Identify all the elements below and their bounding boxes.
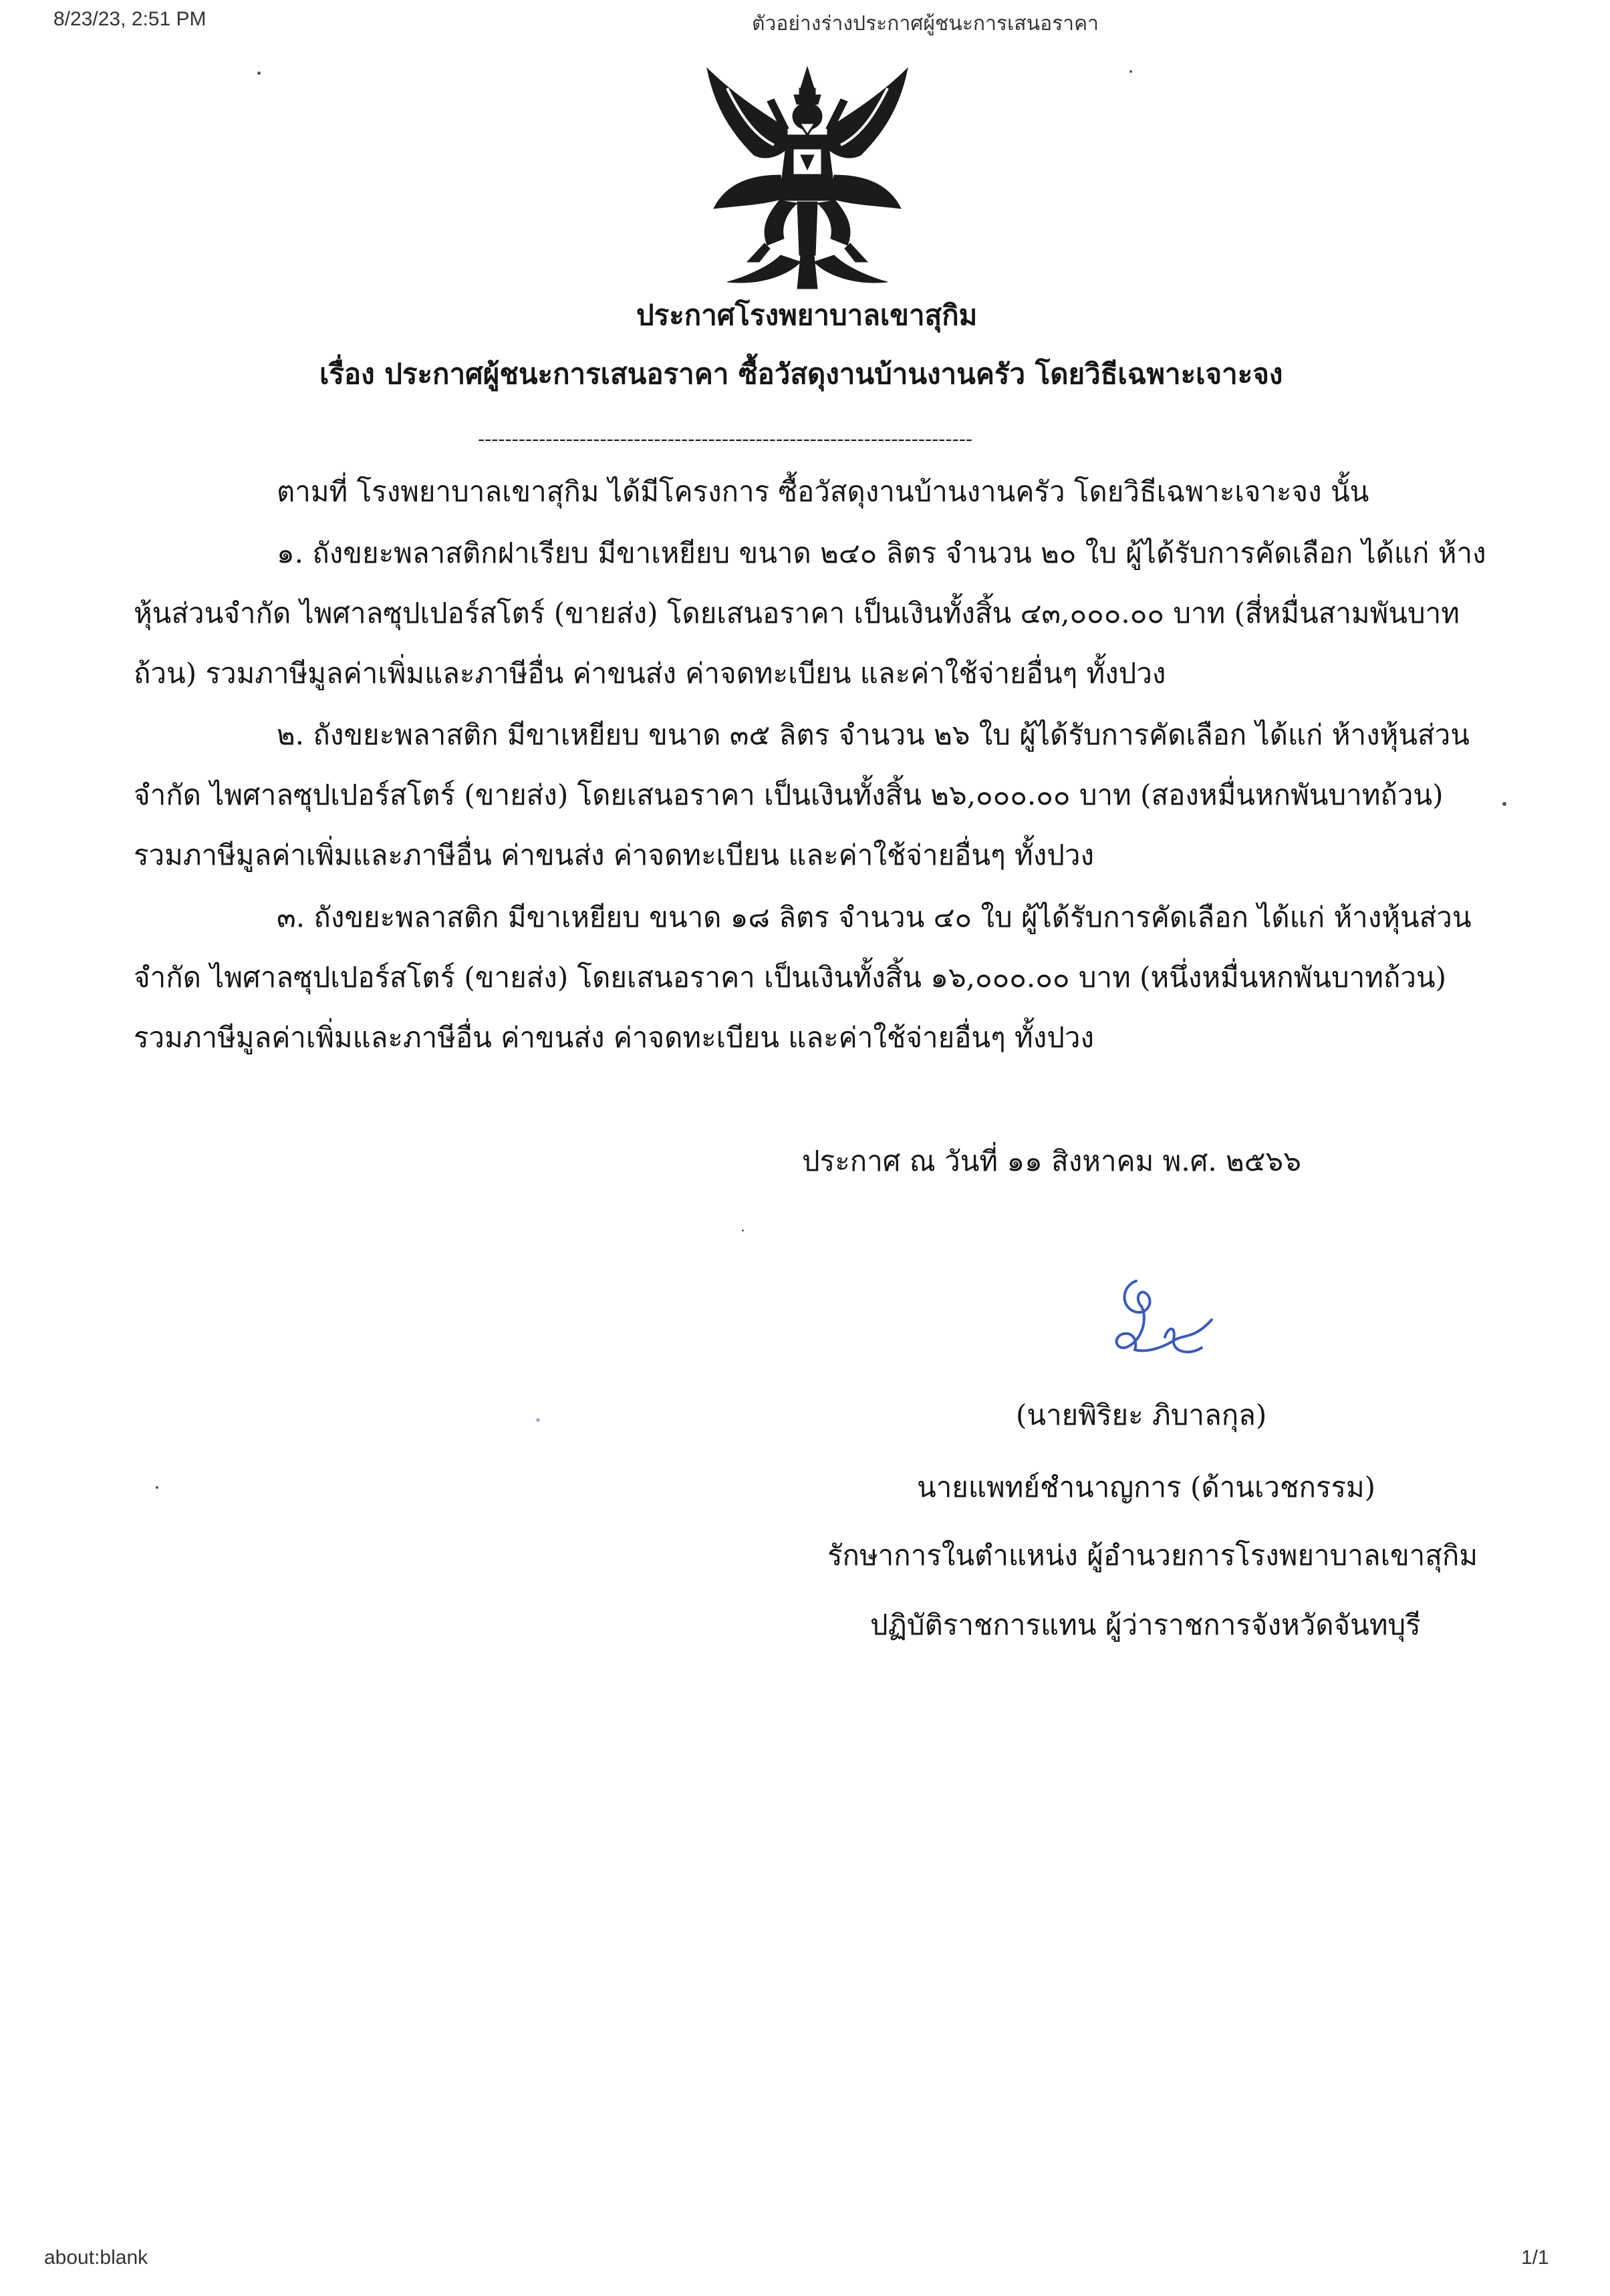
print-page-number: 1/1 <box>1521 2247 1549 2269</box>
scan-speck <box>257 71 261 75</box>
signatory-on-behalf: ปฏิบัติราชการแทน ผู้ว่าราชการจังหวัดจันทบุรี <box>870 1608 1421 1641</box>
item3-line2: จำกัด ไพศาลซุปเปอร์สโตร์ (ขายส่ง) โดยเสนอราคา เป็นเงินทั้งสิ้น ๑๖,๐๐๐.๐๐ บาท (หนึ่งหมื่นหกพันบาทถ้วน) <box>134 961 1447 994</box>
scan-speck <box>156 1486 158 1489</box>
scan-speck <box>1129 70 1132 73</box>
item2-line3: รวมภาษีมูลค่าเพิ่มและภาษีอื่น ค่าขนส่ง ค่าจดทะเบียน และค่าใช้จ่ายอื่นๆ ทั้งปวง <box>134 839 1094 871</box>
item3-line1: ๓. ถังขยะพลาสติก มีขาเหยียบ ขนาด ๑๘ ลิตร จำนวน ๔๐ ใบ ผู้ได้รับการคัดเลือก ได้แก่ ห้างหุ้นส่วน <box>277 901 1472 934</box>
print-url: about:blank <box>44 2247 148 2269</box>
print-document-title: ตัวอย่างร่างประกาศผู้ชนะการเสนอราคา <box>752 13 1099 35</box>
scan-speck <box>742 1230 744 1232</box>
announcement-title: ประกาศโรงพยาบาลเขาสุกิม <box>636 299 978 331</box>
separator-line: ------------------------------------------------------------------------- <box>478 428 972 451</box>
signatory-name: (นายพิริยะ ภิบาลกุล) <box>1016 1399 1267 1431</box>
handwritten-signature-icon <box>1101 1273 1222 1380</box>
announcement-date: ประกาศ ณ วันที่ ๑๑ สิงหาคม พ.ศ. ๒๕๖๖ <box>802 1145 1301 1177</box>
item2-line2: จำกัด ไพศาลซุปเปอร์สโตร์ (ขายส่ง) โดยเสนอราคา เป็นเงินทั้งสิ้น ๒๖,๐๐๐.๐๐ บาท (สองหมื่นหกพันบาทถ้วน) <box>134 778 1444 811</box>
announcement-subject: เรื่อง ประกาศผู้ชนะการเสนอราคา ซื้อวัสดุงานบ้านงานครัว โดยวิธีเฉพาะเจาะจง <box>319 357 1283 390</box>
item2-line1: ๒. ถังขยะพลาสติก มีขาเหยียบ ขนาด ๓๕ ลิตร จำนวน ๒๖ ใบ ผู้ได้รับการคัดเลือก ได้แก่ ห้างหุ้นส่วน <box>277 718 1470 751</box>
scan-speck <box>1502 802 1506 806</box>
item1-line1: ๑. ถังขยะพลาสติกฝาเรียบ มีขาเหยียบ ขนาด ๒๔๐ ลิตร จำนวน ๒๐ ใบ ผู้ได้รับการคัดเลือก ได้แก่ ห้าง <box>277 537 1486 569</box>
print-datetime: 8/23/23, 2:51 PM <box>53 8 207 30</box>
signatory-position: นายแพทย์ชำนาญการ (ด้านเวชกรรม) <box>917 1471 1376 1503</box>
item1-line3: ถ้วน) รวมภาษีมูลค่าเพิ่มและภาษีอื่น ค่าขนส่ง ค่าจดทะเบียน และค่าใช้จ่ายอื่นๆ ทั้งปวง <box>134 657 1166 690</box>
garuda-emblem-icon <box>700 61 914 292</box>
item3-line3: รวมภาษีมูลค่าเพิ่มและภาษีอื่น ค่าขนส่ง ค่าจดทะเบียน และค่าใช้จ่ายอื่นๆ ทั้งปวง <box>134 1021 1094 1054</box>
signatory-acting-role: รักษาการในตำแหน่ง ผู้อำนวยการโรงพยาบาลเขาสุกิม <box>827 1539 1478 1572</box>
intro-paragraph: ตามที่ โรงพยาบาลเขาสุกิม ได้มีโครงการ ซื้อวัสดุงานบ้านงานครัว โดยวิธีเฉพาะเจาะจง นั้น <box>277 475 1369 508</box>
scan-speck <box>536 1418 540 1422</box>
item1-line2: หุ้นส่วนจำกัด ไพศาลซุปเปอร์สโตร์ (ขายส่ง) โดยเสนอราคา เป็นเงินทั้งสิ้น ๔๓,๐๐๐.๐๐ บาท (สี่หมื่นสามพันบาท <box>134 597 1460 629</box>
